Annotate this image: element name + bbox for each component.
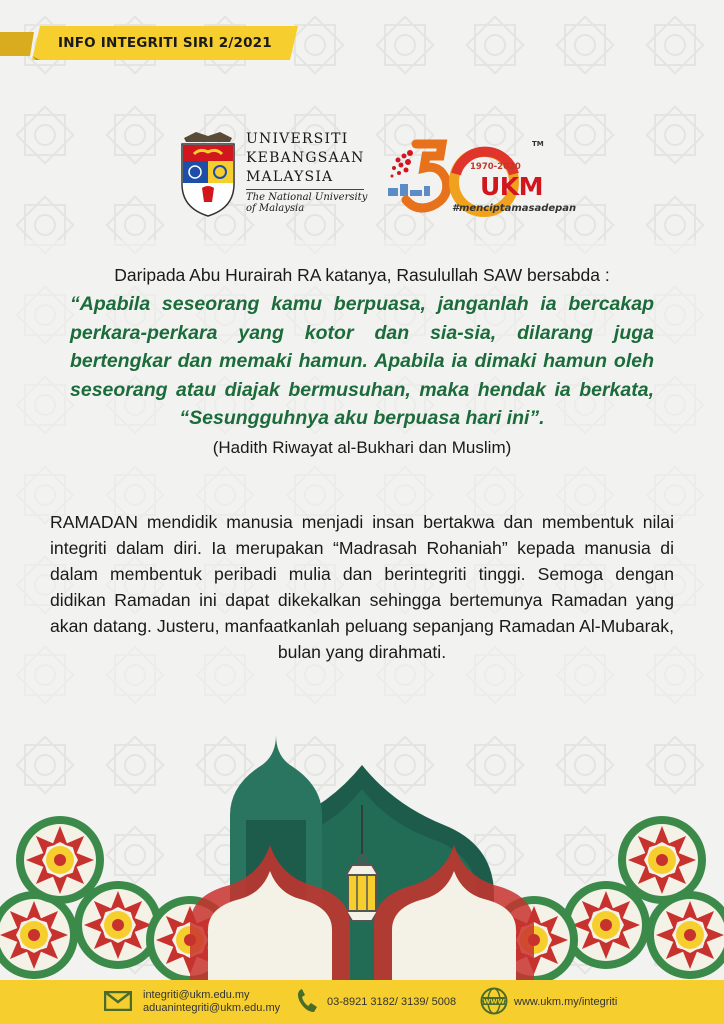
hadith-quote: “Apabila seseorang kamu berpuasa, janganlah ia bercakap perkara-perkara yang kotor dan sia-sia, dilarang juga bertengkar dan memaki hamun. Apabila ia dimaki hamun oleh seseorang atau diajak bermusuhan, maka hendak ia berkata, “Sesungguhnya aku berpuasa hari ini”.	[70, 293, 654, 429]
anniversary-brand: UKM	[480, 172, 544, 201]
contact-footer	[0, 980, 724, 1024]
mosque-illustration	[0, 725, 724, 980]
anniversary-hashtag: #menciptamasadepan	[452, 203, 577, 214]
name-divider	[246, 189, 364, 190]
university-name-line-1: UNIVERSITI	[246, 131, 349, 147]
mail-icon	[104, 991, 132, 1011]
globe-icon	[480, 987, 508, 1015]
phone-numbers[interactable]: 03-8921 3182/ 3139/ 5008	[327, 996, 457, 1008]
university-subtitle-line-1: The National University	[246, 192, 368, 203]
university-name-line-2: KEBANGSAAN	[246, 150, 365, 166]
university-crest-icon	[178, 130, 238, 218]
www-label: WWW	[483, 997, 505, 1006]
body-paragraph: RAMADAN mendidik manusia menjadi insan bertakwa dan membentuk nilai integriti dalam diri. Ia merupakan “Madrasah Rohaniah” kepada manusia di dalam membentuk peribadi mulia dan berintegriti tinggi. Semoga dengan didikan Ramadan ini dapat dikekalkan sehingga bertemunya Ramadan yang akan datang. Justeru, manfaatkanlah peluang sepanjang Ramadan Al-Mubarak, bulan yang dirahmati.	[50, 512, 674, 662]
hadith-intro: Daripada Abu Hurairah RA katanya, Rasulullah SAW bersabda :	[114, 265, 610, 285]
website-link[interactable]: www.ukm.my/integriti	[514, 996, 618, 1008]
university-name-block	[246, 130, 368, 214]
hadith-source: (Hadith Riwayat al-Bukhari dan Muslim)	[212, 438, 512, 457]
anniversary-years: 1970-2020	[470, 162, 521, 172]
email-primary[interactable]: integriti@ukm.edu.my	[143, 989, 250, 1001]
university-name-line-3: MALAYSIA	[246, 169, 334, 185]
phone-icon	[296, 988, 318, 1014]
banner-title: INFO INTEGRITI SIRI 2/2021	[58, 35, 272, 51]
email-complaints[interactable]: aduanintegriti@ukm.edu.my	[143, 1002, 281, 1014]
university-subtitle-line-2: of Malaysia	[246, 203, 305, 214]
trademark-mark: TM	[532, 140, 544, 148]
